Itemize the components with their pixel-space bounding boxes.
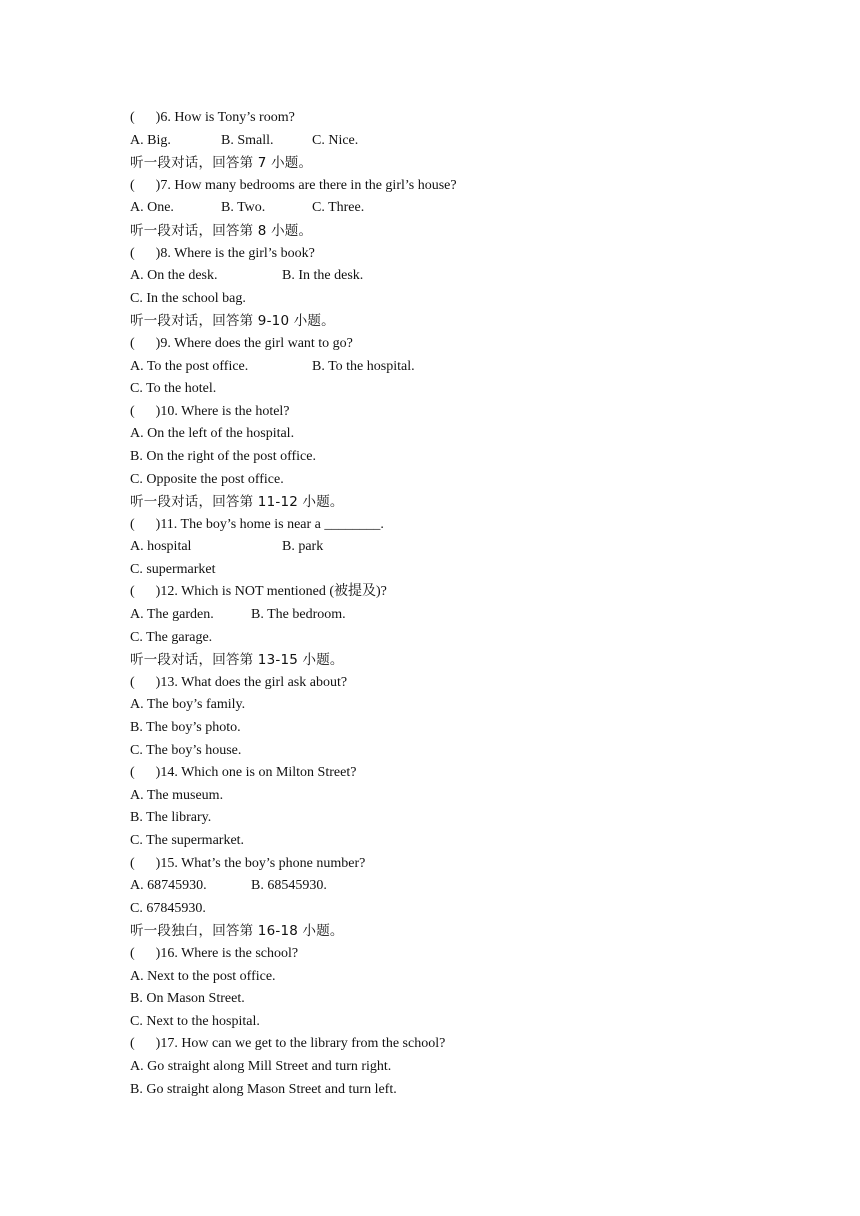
answer-option: C. supermarket xyxy=(130,561,216,577)
answer-option-c: C. Nice. xyxy=(312,132,359,148)
answer-options-row xyxy=(130,604,770,627)
answer-option-a: A. To the post office. xyxy=(130,358,249,374)
question-line: ( )12. Which is NOT mentioned (被提及)? xyxy=(130,584,387,600)
answer-option: C. Opposite the post office. xyxy=(130,471,284,487)
answer-options-row xyxy=(130,197,770,220)
answer-option-a: A. Big. xyxy=(130,132,171,148)
answer-option: A. The boy’s family. xyxy=(130,697,246,713)
answer-options-row xyxy=(130,265,770,288)
answer-option-a: A. One. xyxy=(130,200,174,216)
question-line: ( )13. What does the girl ask about? xyxy=(130,674,348,690)
answer-option: B. On the right of the post office. xyxy=(130,448,316,464)
answer-options-row xyxy=(130,875,770,898)
answer-option-b: B. 68545930. xyxy=(251,878,327,894)
section-instruction: 听一段对话，回答第 11-12 小题。 xyxy=(130,494,344,511)
section-instruction: 听一段独白，回答第 16-18 小题。 xyxy=(130,923,344,940)
answer-option: A. The museum. xyxy=(130,787,224,803)
question-line: ( )15. What’s the boy’s phone number? xyxy=(130,855,366,871)
section-instruction: 听一段对话，回答第 13-15 小题。 xyxy=(130,652,344,669)
answer-option: B. The library. xyxy=(130,810,212,826)
section-instruction: 听一段对话，回答第 7 小题。 xyxy=(130,155,313,172)
answer-options-row xyxy=(130,356,770,379)
answer-option-b: B. To the hospital. xyxy=(312,358,415,374)
answer-option: C. In the school bag. xyxy=(130,290,246,306)
answer-option: C. 67845930. xyxy=(130,900,206,916)
answer-option-b: B. In the desk. xyxy=(282,268,364,284)
answer-option-a: A. On the desk. xyxy=(130,268,218,284)
question-line: ( )7. How many bedrooms are there in the girl’s house? xyxy=(130,177,457,193)
exam-page xyxy=(130,107,770,1101)
answer-option: C. The boy’s house. xyxy=(130,742,242,758)
answer-option: A. Go straight along Mill Street and turn right. xyxy=(130,1058,392,1074)
answer-option-b: B. The bedroom. xyxy=(251,607,346,623)
question-line: ( )16. Where is the school? xyxy=(130,945,299,961)
question-line: ( )8. Where is the girl’s book? xyxy=(130,245,315,261)
question-line: ( )17. How can we get to the library from the school? xyxy=(130,1036,446,1052)
answer-option: C. Next to the hospital. xyxy=(130,1013,260,1029)
question-line: ( )9. Where does the girl want to go? xyxy=(130,335,353,351)
answer-option-a: A. hospital xyxy=(130,539,192,555)
answer-option: C. The garage. xyxy=(130,629,213,645)
answer-option: C. The supermarket. xyxy=(130,833,245,848)
answer-option-b: B. Two. xyxy=(221,200,266,216)
question-line: ( )14. Which one is on Milton Street? xyxy=(130,765,357,781)
question-line: ( )6. How is Tony’s room? xyxy=(130,110,295,125)
answer-option-a: A. 68745930. xyxy=(130,878,207,894)
answer-option: B. Go straight along Mason Street and turn left. xyxy=(130,1081,397,1097)
section-instruction: 听一段对话，回答第 8 小题。 xyxy=(130,222,313,239)
answer-option: A. Next to the post office. xyxy=(130,968,276,984)
answer-option-a: A. The garden. xyxy=(130,607,214,623)
answer-option-c: C. Three. xyxy=(312,200,365,216)
answer-options-row xyxy=(130,130,770,153)
question-line: ( )10. Where is the hotel? xyxy=(130,403,290,419)
answer-option: C. To the hotel. xyxy=(130,381,217,397)
answer-option-b: B. Small. xyxy=(221,132,274,148)
question-line: ( )11. The boy’s home is near a ________. xyxy=(130,516,384,532)
section-instruction: 听一段对话，回答第 9-10 小题。 xyxy=(130,313,335,330)
answer-option-b: B. park xyxy=(282,539,324,555)
answer-options-row xyxy=(130,536,770,559)
answer-option: A. On the left of the hospital. xyxy=(130,426,295,442)
answer-option: B. On Mason Street. xyxy=(130,991,245,1007)
answer-option: B. The boy’s photo. xyxy=(130,720,241,736)
